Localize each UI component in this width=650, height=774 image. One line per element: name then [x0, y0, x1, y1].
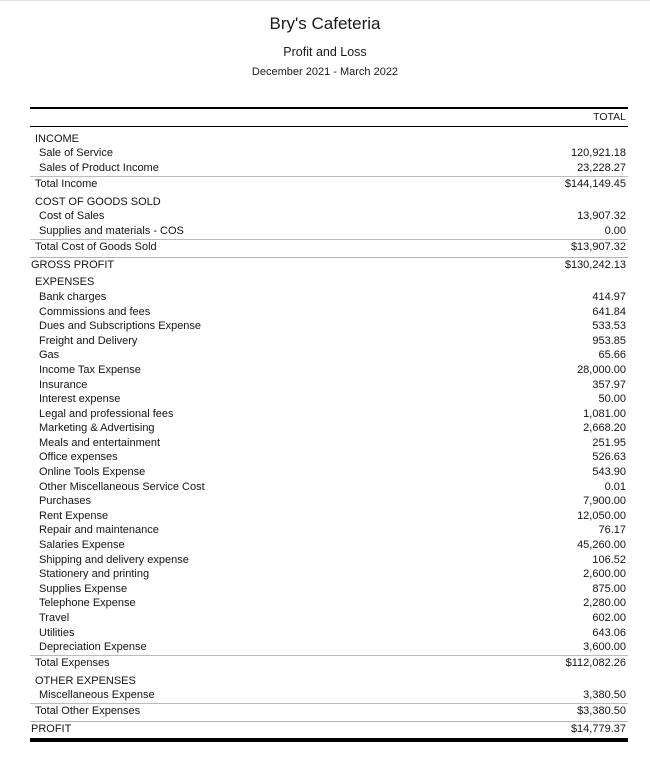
row-label: Miscellaneous Expense	[39, 689, 155, 702]
bottom-double-rule	[30, 738, 628, 742]
report-row-expenses	[30, 276, 628, 291]
row-amount: 76.17	[598, 524, 626, 537]
report-row-utilities	[30, 626, 628, 641]
row-label: Total Expenses	[35, 657, 110, 669]
row-label: Total Income	[35, 177, 98, 190]
report-row-travel	[30, 611, 628, 626]
row-amount: $14,779.37	[570, 723, 626, 736]
row-amount: 45,260.00	[577, 539, 626, 552]
row-amount: 2,668.20	[583, 422, 626, 435]
row-label: Legal and professional fees	[39, 407, 174, 420]
report-row-repair-and-maintenance	[30, 524, 628, 539]
row-amount: $13,907.32	[570, 240, 626, 253]
row-amount: 23,228.27	[577, 161, 626, 174]
row-amount: 875.00	[592, 582, 626, 595]
report-title: Profit and Loss	[283, 45, 367, 59]
row-label: Travel	[39, 612, 70, 625]
row-amount: 13,907.32	[577, 210, 626, 223]
row-label: Bank charges	[39, 290, 107, 303]
row-label: Salaries Expense	[39, 539, 125, 552]
row-amount: 2,600.00	[583, 568, 626, 581]
report-row-office-expenses	[30, 451, 628, 466]
row-amount: 106.52	[592, 553, 626, 566]
row-label: Repair and maintenance	[39, 524, 159, 537]
row-label: Office expenses	[39, 451, 118, 464]
row-label: COST OF GOODS SOLD	[35, 195, 161, 208]
row-label: Total Other Expenses	[35, 705, 141, 718]
report-row-bank-charges	[30, 290, 628, 305]
row-label: Utilities	[39, 626, 75, 639]
report-row-gross-profit	[30, 257, 628, 272]
report-row-shipping-and-delivery-expense	[30, 553, 628, 568]
report-row-depreciation-expense	[30, 640, 628, 655]
row-label: Depreciation Expense	[39, 641, 147, 654]
report-row-other-expenses	[30, 674, 628, 689]
row-amount: 953.85	[592, 334, 626, 347]
row-label: Insurance	[39, 378, 88, 391]
row-label: INCOME	[35, 132, 79, 145]
row-label: Total Cost of Goods Sold	[35, 240, 157, 253]
row-amount: 120,921.18	[570, 147, 626, 160]
report-row-income-tax-expense	[30, 363, 628, 378]
report-row-telephone-expense	[30, 597, 628, 612]
row-amount: 12,050.00	[577, 509, 626, 522]
row-amount: 526.63	[592, 451, 626, 464]
report-row-freight-and-delivery	[30, 334, 628, 349]
report-row-gas	[30, 349, 628, 364]
report-row-sales-of-product-income	[30, 161, 628, 176]
row-label: Sale of Service	[39, 147, 113, 160]
row-amount: $3,380.50	[577, 705, 626, 718]
row-label: Rent Expense	[39, 509, 109, 522]
row-amount: $130,242.13	[564, 258, 626, 271]
row-label: Commissions and fees	[39, 305, 151, 318]
report-row-stationery-and-printing	[30, 567, 628, 582]
report-row-total-other-expenses	[30, 703, 628, 718]
report-row-total-cost-of-goods-sold	[30, 239, 628, 254]
row-label: Sales of Product Income	[39, 161, 159, 174]
row-label: PROFIT	[31, 723, 72, 736]
report-row-commissions-and-fees	[30, 305, 628, 320]
row-label: Income Tax Expense	[39, 363, 141, 376]
row-label: Interest expense	[39, 393, 121, 406]
row-amount: 251.95	[592, 436, 626, 449]
report-row-rent-expense	[30, 509, 628, 524]
report-row-profit	[30, 721, 628, 736]
row-amount: 0.00	[604, 224, 626, 237]
report-row-supplies-and-materials-cos	[30, 224, 628, 239]
row-label: Telephone Expense	[39, 597, 136, 610]
row-amount: 414.97	[592, 290, 626, 303]
report-row-total-expenses	[30, 655, 628, 670]
report-row-supplies-expense	[30, 582, 628, 597]
row-amount: 28,000.00	[577, 363, 626, 376]
row-amount: 0.01	[604, 480, 626, 493]
table-header-row	[30, 107, 628, 127]
row-amount: $144,149.45	[564, 177, 626, 190]
report-row-cost-of-goods-sold	[30, 195, 628, 210]
row-label: Cost of Sales	[39, 210, 105, 223]
row-label: EXPENSES	[35, 276, 95, 289]
row-label: Freight and Delivery	[39, 334, 138, 347]
row-label: Stationery and printing	[39, 568, 150, 581]
report-table-body	[30, 127, 628, 736]
row-amount: 533.53	[592, 320, 626, 333]
report-row-dues-and-subscriptions-expense	[30, 319, 628, 334]
row-amount: $112,082.26	[565, 657, 626, 669]
row-amount: 641.84	[592, 305, 626, 318]
report-period: December 2021 - March 2022	[251, 66, 399, 78]
report-row-income	[30, 132, 628, 147]
report-row-marketing-advertising	[30, 422, 628, 437]
row-label: OTHER EXPENSES	[35, 674, 136, 687]
row-amount: 2,280.00	[583, 597, 626, 610]
report-row-salaries-expense	[30, 538, 628, 553]
row-label: Supplies and materials - COS	[39, 224, 184, 237]
report-row-total-income	[30, 176, 628, 191]
row-amount: 643.06	[592, 626, 626, 639]
report-row-purchases	[30, 494, 628, 509]
row-amount: 1,081.00	[583, 407, 626, 420]
report-row-legal-and-professional-fees	[30, 407, 628, 422]
report-row-interest-expense	[30, 392, 628, 407]
report-row-other-miscellaneous-service-cost	[30, 480, 628, 495]
row-amount: 602.00	[592, 612, 626, 625]
report-header	[0, 1, 650, 79]
report-row-meals-and-entertainment	[30, 436, 628, 451]
row-label: Shipping and delivery expense	[39, 553, 189, 566]
row-label: Purchases	[39, 495, 91, 508]
row-label: Other Miscellaneous Service Cost	[39, 480, 205, 493]
row-label: Meals and entertainment	[39, 436, 161, 449]
row-amount: 7,900.00	[583, 495, 626, 508]
row-amount: 50.00	[598, 393, 626, 406]
row-label: Gas	[39, 349, 60, 362]
row-amount: 357.97	[592, 378, 626, 391]
report-row-cost-of-sales	[30, 209, 628, 224]
row-amount: 543.90	[592, 466, 626, 479]
row-label: Marketing & Advertising	[39, 422, 155, 435]
company-name: Bry's Cafeteria	[269, 14, 381, 33]
report-row-sale-of-service	[30, 147, 628, 162]
row-amount: 3,600.00	[583, 641, 626, 654]
row-label: GROSS PROFIT	[31, 258, 115, 271]
row-amount: 3,380.50	[583, 689, 626, 702]
report-row-insurance	[30, 378, 628, 393]
row-amount: 65.66	[598, 349, 626, 362]
report-table	[30, 107, 628, 742]
total-column-header: TOTAL	[593, 111, 626, 123]
row-label: Online Tools Expense	[39, 466, 146, 479]
row-label: Supplies Expense	[39, 582, 128, 595]
row-label: Dues and Subscriptions Expense	[39, 320, 202, 333]
report-row-online-tools-expense	[30, 465, 628, 480]
report-row-miscellaneous-expense	[30, 689, 628, 704]
